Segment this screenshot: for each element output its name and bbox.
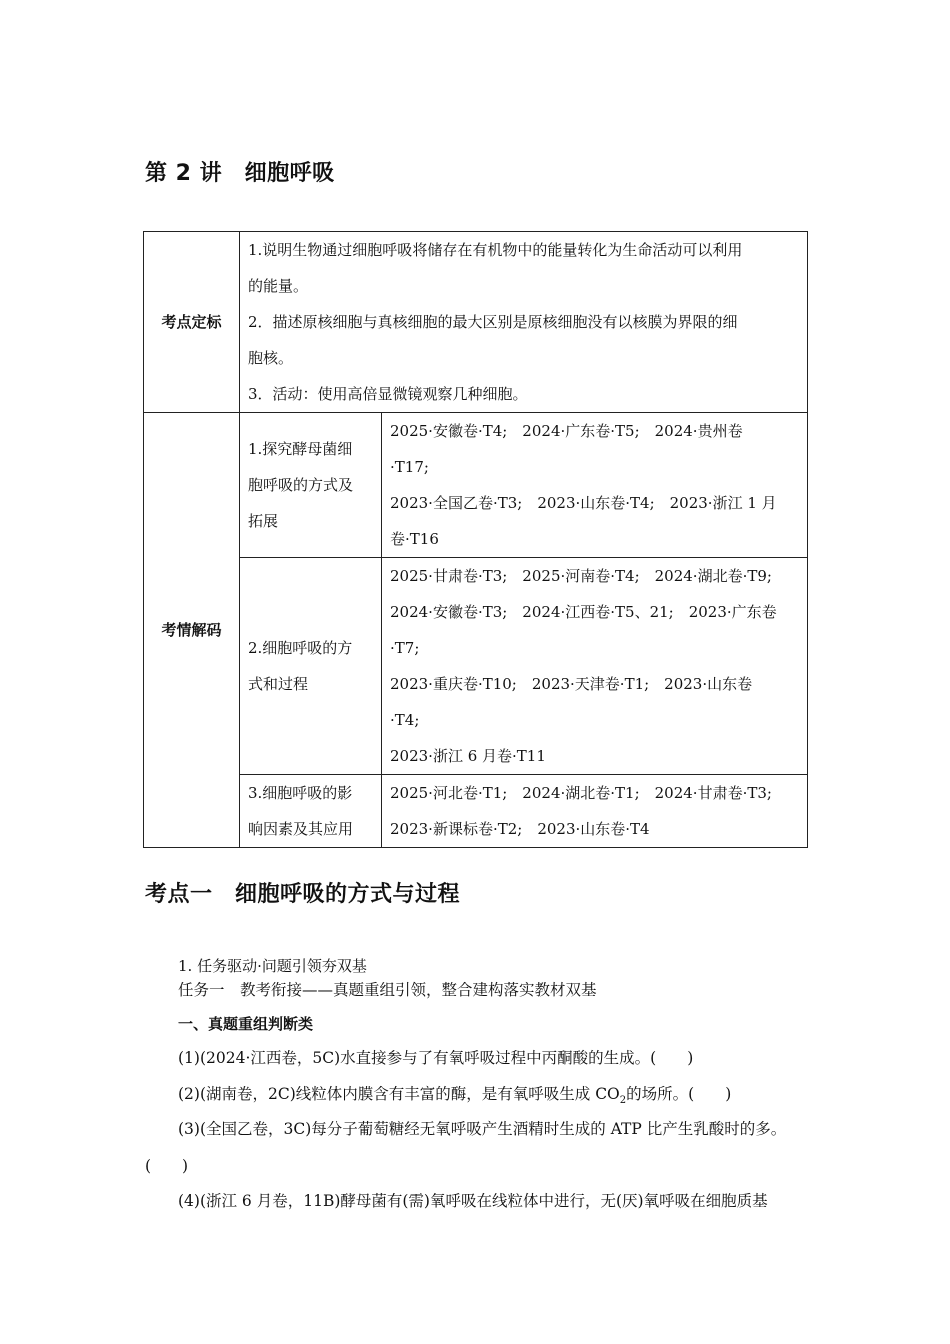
exam-line: 卷·T16: [390, 530, 439, 548]
question-4: (4)(浙江 6 月卷，11B)酵母菌有(需)氧呼吸在线粒体中进行，无(厌)氧呼吸在细胞质基: [178, 1192, 768, 1210]
question-2: [178, 1082, 731, 1113]
lecture-title: 第 2 讲 细胞呼吸: [145, 161, 335, 186]
topic-line: 胞呼吸的方式及: [248, 476, 354, 494]
topic-line: 1.探究酵母菌细: [248, 440, 353, 458]
question-2-subscript: 2: [619, 1095, 627, 1107]
course-standard-table: [143, 231, 808, 848]
section-title: 考点一 细胞呼吸的方式与过程: [145, 882, 461, 907]
exam-line: 2023·新课标卷·T2; 2023·山东卷·T4: [390, 820, 650, 838]
exam-cell: [382, 775, 808, 848]
part-heading: 一、真题重组判断类: [178, 1015, 314, 1033]
standard-content: [240, 232, 808, 413]
question-2-pre: (2)(湖南卷，2C)线粒体内膜含有丰富的酶，是有氧呼吸生成 CO: [178, 1085, 620, 1103]
topic-line: 2.细胞呼吸的方: [248, 639, 353, 657]
exam-line: 2025·河北卷·T1; 2024·湖北卷·T1; 2024·甘肃卷·T3;: [390, 784, 772, 802]
topic-cell: [240, 558, 382, 775]
topic-line: 响因素及其应用: [248, 820, 354, 838]
exam-line: ·T7;: [390, 639, 420, 657]
topic-line: 式和过程: [248, 675, 309, 693]
task-one: 任务一 教考衔接——真题重组引领，整合建构落实教材双基: [178, 981, 597, 999]
exam-line: 2023·浙江 6 月卷·T11: [390, 747, 546, 765]
task-intro: 1. 任务驱动·问题引领夯双基: [178, 957, 367, 975]
question-2-post: 的场所。( ): [626, 1085, 732, 1103]
standard-line: 2．描述原核细胞与真核细胞的最大区别是原核细胞没有以核膜为界限的细: [248, 313, 738, 331]
topic-line: 3.细胞呼吸的影: [248, 784, 353, 802]
exam-line: ·T17;: [390, 458, 429, 476]
exam-line: 2023·重庆卷·T10; 2023·天津卷·T1; 2023·山东卷: [390, 675, 753, 693]
standard-line: 3．活动：使用高倍显微镜观察几种细胞。: [248, 385, 528, 403]
topic-line: 拓展: [248, 512, 279, 530]
topic-cell: [240, 775, 382, 848]
standard-line: 1.说明生物通过细胞呼吸将储存在有机物中的能量转化为生命活动可以利用: [248, 241, 743, 259]
question-3-line-1: (3)(全国乙卷，3C)每分子葡萄糖经无氧呼吸产生酒精时生成的 ATP 比产生乳酸时的多。: [178, 1120, 787, 1138]
exam-line: ·T4;: [390, 711, 420, 729]
standard-label: 考点定标: [144, 232, 240, 413]
topic-cell: [240, 413, 382, 558]
exam-cell: [382, 413, 808, 558]
standard-line: 胞核。: [248, 349, 294, 367]
exam-line: 2023·全国乙卷·T3; 2023·山东卷·T4; 2023·浙江 1 月: [390, 494, 777, 512]
exam-line: 2024·安徽卷·T3; 2024·江西卷·T5、21; 2023·广东卷: [390, 603, 777, 621]
standard-line: 的能量。: [248, 277, 309, 295]
exam-cell: [382, 558, 808, 775]
analysis-label: 考情解码: [144, 413, 240, 848]
question-3-line-2: ( ): [145, 1157, 189, 1175]
exam-line: 2025·甘肃卷·T3; 2025·河南卷·T4; 2024·湖北卷·T9;: [390, 567, 772, 585]
question-1: (1)(2024·江西卷，5C)水直接参与了有氧呼吸过程中丙酮酸的生成。( ): [178, 1049, 694, 1067]
exam-line: 2025·安徽卷·T4; 2024·广东卷·T5; 2024·贵州卷: [390, 422, 743, 440]
